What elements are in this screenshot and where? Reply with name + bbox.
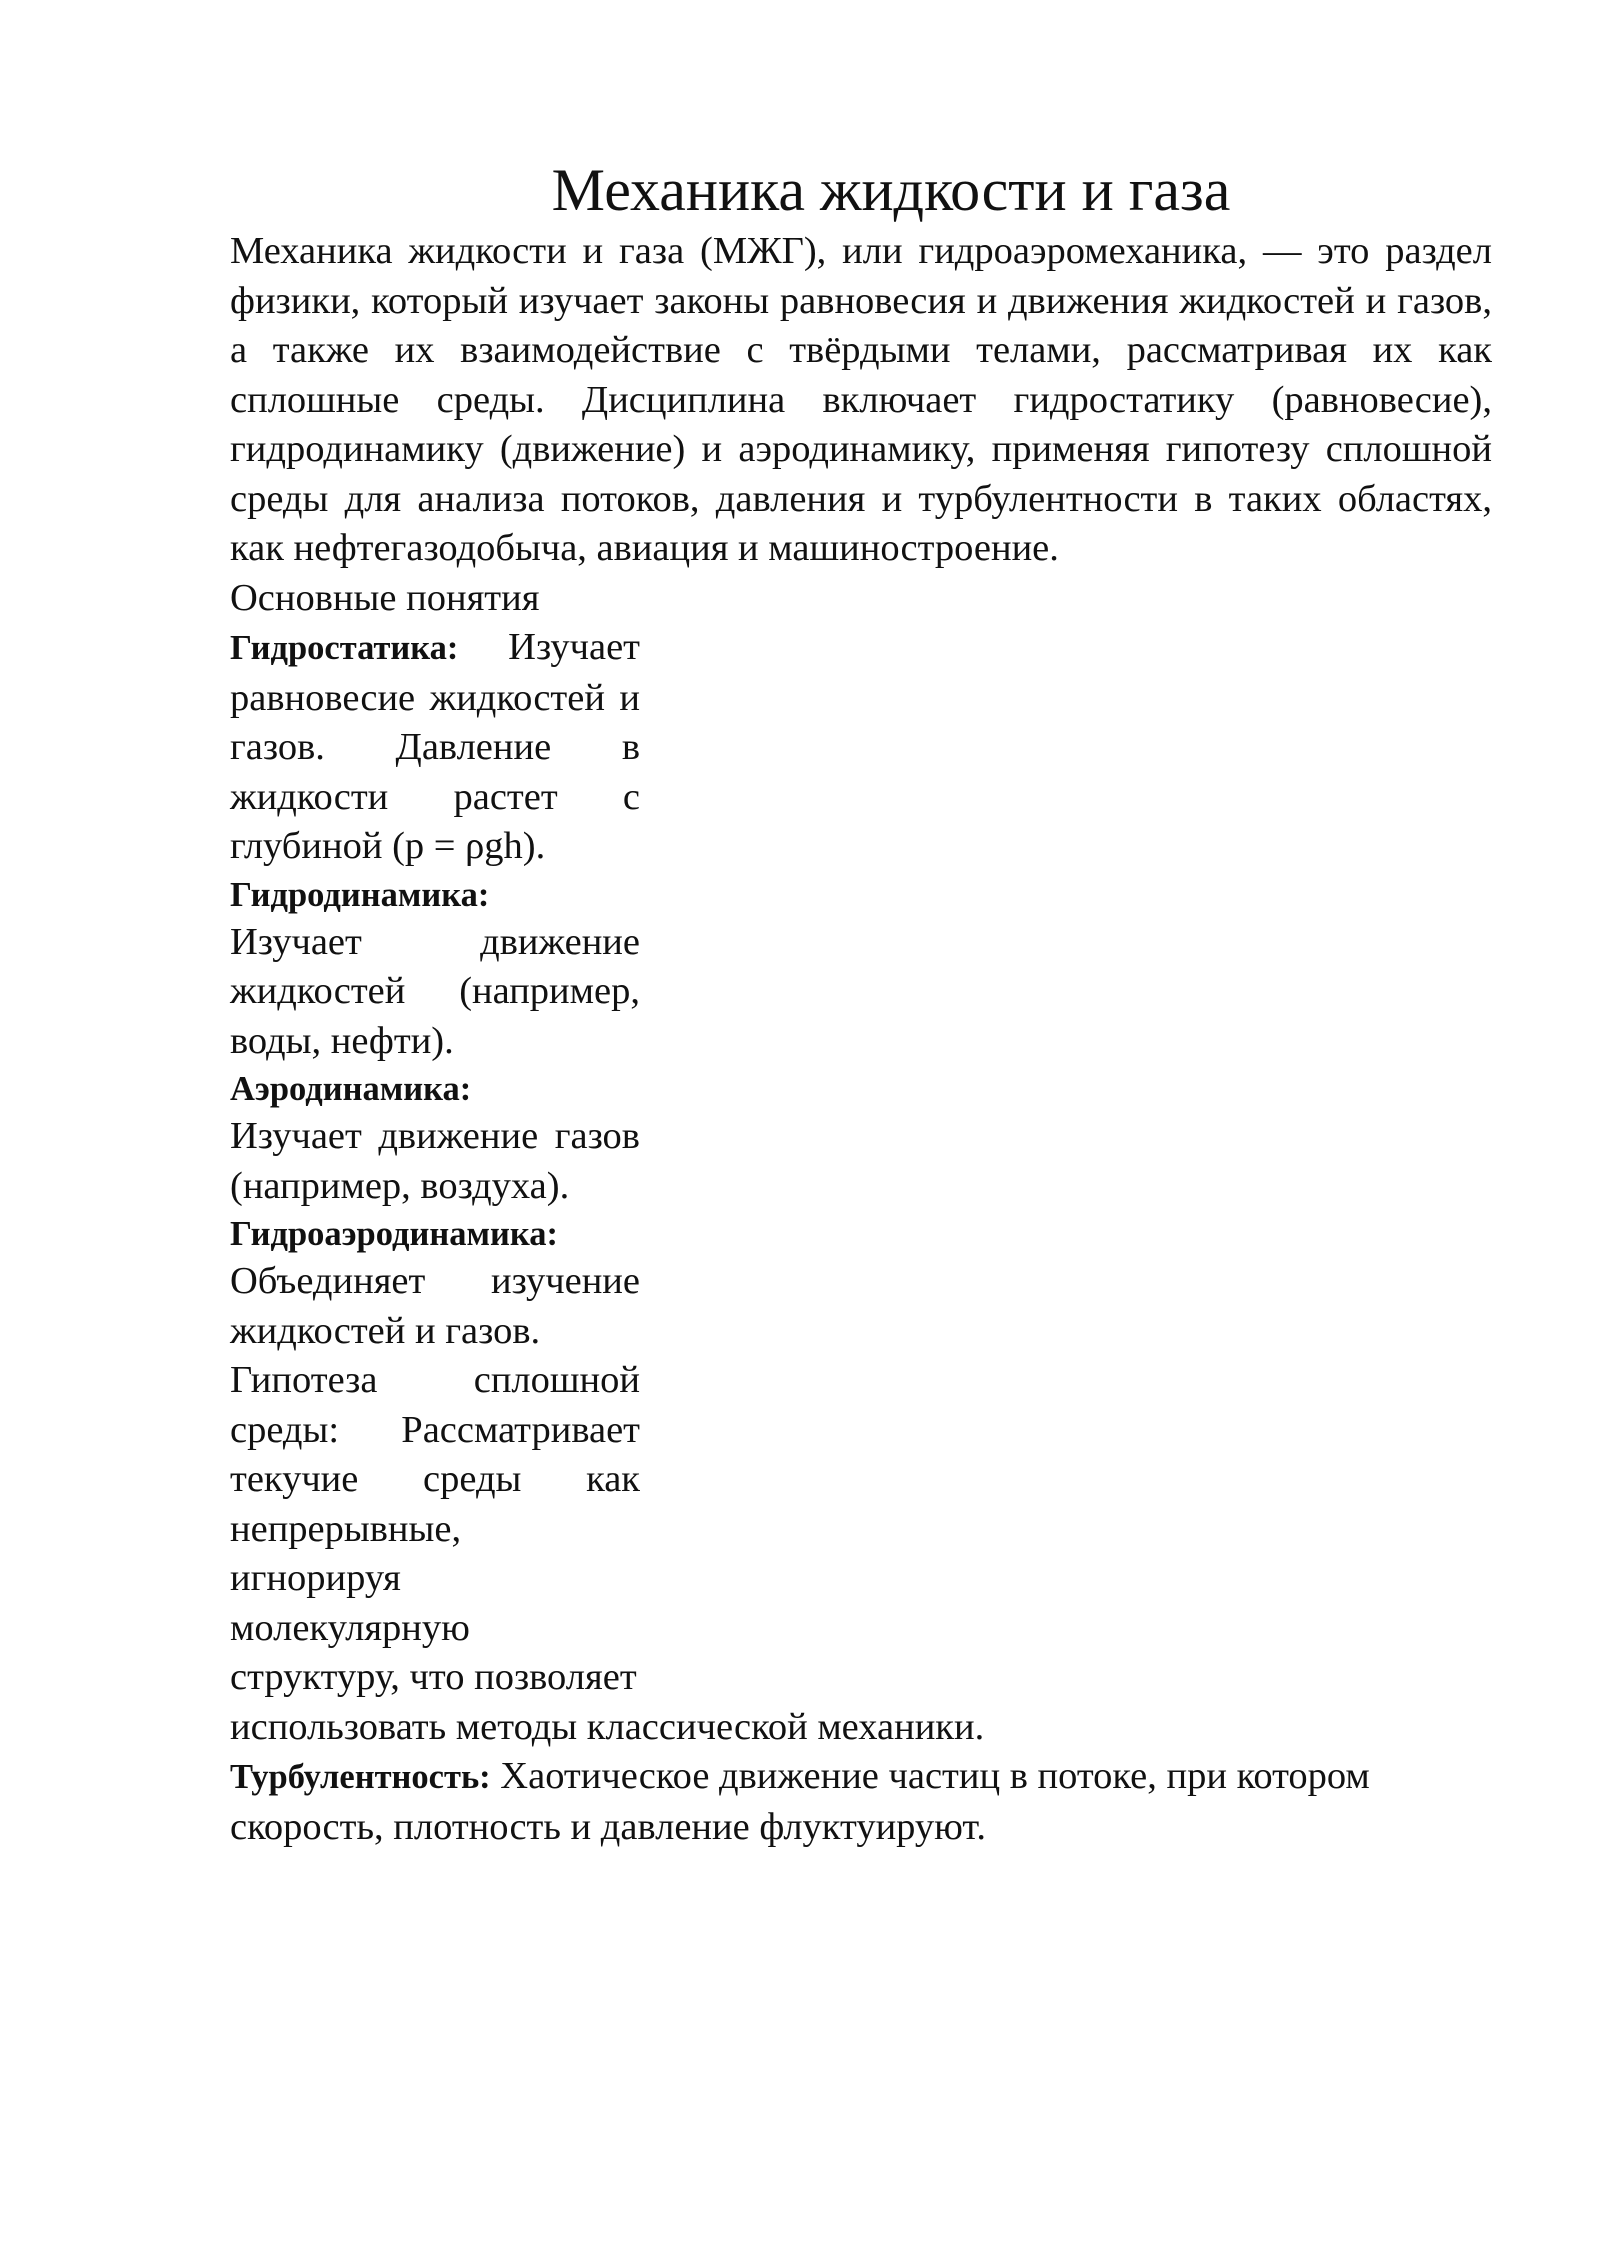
term-continuum-hypothesis: Гипотеза сплошной среды: Рассматривает текучие среды как непрерывные, игнорируя молекулярную структуру, что позволяет [230,1359,640,1698]
term-text: Объединяет изучение жидкостей и газов. [230,1260,640,1352]
document-body [230,227,1492,1852]
section-heading: Основные понятия [230,576,540,619]
term-turbulence [230,1752,1492,1852]
term-hydroaerodynamics [230,1211,640,1356]
term-text: Изучает движение жидкостей (например, воды, нефти). [230,920,640,1062]
document-title: Механика жидкости и газа [551,157,1231,223]
term-hydrodynamics [230,872,640,1067]
term-name: Гидростатика: [230,629,459,667]
term-text: Изучает движение газов (например, воздуха). [230,1115,640,1207]
term-name: Гидроаэродинамика: [230,1215,558,1253]
term-text: Изучает равновесие жидкостей и газов. Давление в жидкости растет с глубиной (p = ρgh). [230,626,640,867]
terms-column [230,623,640,1703]
continuum-continuation: использовать методы классической механики. [230,1705,985,1748]
term-name: Аэродинамика: [230,1070,472,1108]
term-name: Турбулентность: [230,1758,491,1796]
term-hydrostatics [230,623,640,872]
term-text: Хаотическое движение частиц в потоке, при котором скорость, плотность и давление флуктуируют. [230,1755,1370,1848]
term-aerodynamics [230,1066,640,1211]
term-name: Гидродинамика: [230,875,490,914]
intro-paragraph: Механика жидкости и газа (МЖГ), или гидроаэромеханика, — это раздел физики, который изучает законы равновесия и движения жидкостей и газов, а также их взаимодействие с твёрдыми телами, рассматривая их как сплошные среды. Дисциплина включает гидростатику (равновесие), гидродинамику (движение) и аэродинамику, применяя гипотезу сплошной среды для анализа потоков, давления и турбулентности в таких областях, как нефтегазодобыча, авиация и машиностроение. [230,230,1492,569]
